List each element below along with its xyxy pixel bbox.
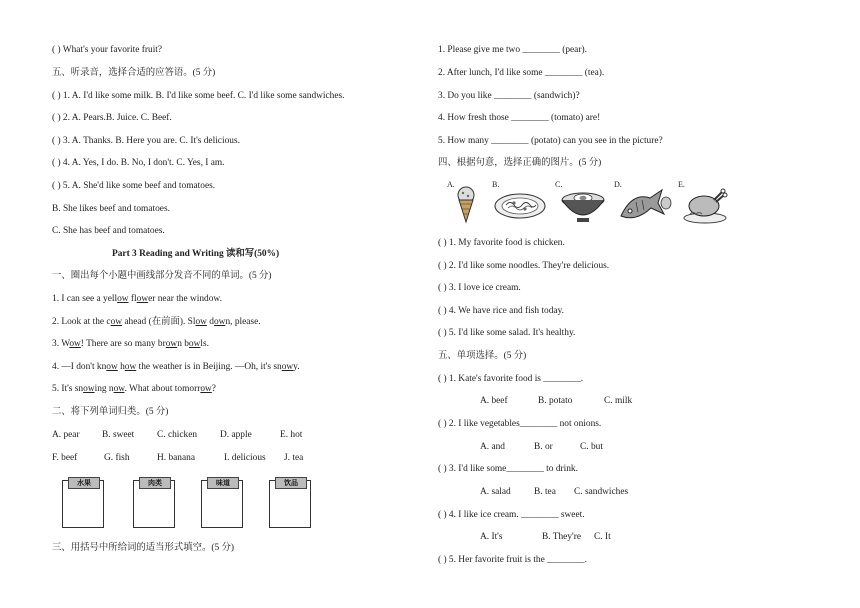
word-a: A. pear bbox=[52, 430, 80, 440]
phonics-item-1: 1. I can see a yellow flower near the window. bbox=[52, 294, 222, 304]
choice-2-option-b: B. or bbox=[534, 442, 553, 452]
bowl-of-rice-icon bbox=[560, 190, 606, 224]
listening-item-5-option-b: B. She likes beef and tomatoes. bbox=[52, 204, 170, 214]
pic-label-a: A. bbox=[447, 180, 455, 189]
choice-2-option-a: A. and bbox=[480, 442, 505, 452]
fill-item-4: 4. How fresh those ________ (tomato) are! bbox=[438, 113, 601, 123]
word-f: F. beef bbox=[52, 453, 78, 463]
phonics-item-4: 4. —I don't know how the weather is in Beijing. —Oh, it's snowy. bbox=[52, 362, 300, 372]
choice-1-option-b: B. potato bbox=[538, 396, 573, 406]
listening-item-5-option-c: C. She has beef and tomatoes. bbox=[52, 226, 165, 236]
choice-item-3: ( ) 3. I'd like some________ to drink. bbox=[438, 464, 578, 474]
listening-item-1: ( ) 1. A. I'd like some milk. B. I'd like some beef. C. I'd like some sandwiches. bbox=[52, 91, 345, 101]
listening-item-2: ( ) 2. A. Pears.B. Juice. C. Beef. bbox=[52, 113, 172, 123]
choice-item-5: ( ) 5. Her favorite fruit is the ________. bbox=[438, 555, 587, 565]
picture-item-3: ( ) 3. I love ice cream. bbox=[438, 283, 521, 293]
pic-label-e: E. bbox=[678, 180, 685, 189]
category-box-meat[interactable] bbox=[133, 480, 175, 528]
choice-item-1: ( ) 1. Kate's favorite food is ________. bbox=[438, 374, 584, 384]
phonics-item-5: 5. It's snowing now. What about tomorrow? bbox=[52, 384, 216, 394]
listening-item-3: ( ) 3. A. Thanks. B. Here you are. C. It's delicious. bbox=[52, 136, 240, 146]
choice-item-2: ( ) 2. I like vegetables________ not onions. bbox=[438, 419, 602, 429]
section-4-title: 四、根据句意，选择正确的图片。(5 分) bbox=[438, 158, 602, 168]
section-5-choice-title: 五、单项选择。(5 分) bbox=[438, 351, 527, 361]
choice-3-option-b: B. tea bbox=[534, 487, 556, 497]
category-label-taste: 味道 bbox=[207, 477, 239, 489]
listening-item-5: ( ) 5. A. She'd like some beef and tomatoes. bbox=[52, 181, 216, 191]
section-5-listening-title: 五、听录音，选择合适的应答语。(5 分) bbox=[52, 68, 216, 78]
word-h: H. banana bbox=[157, 453, 196, 463]
picture-item-5: ( ) 5. I'd like some salad. It's healthy. bbox=[438, 328, 576, 338]
word-b: B. sweet bbox=[102, 430, 135, 440]
choice-2-option-c: C. but bbox=[580, 442, 603, 452]
word-g: G. fish bbox=[104, 453, 130, 463]
section-3-title: 三、用括号中所给词的适当形式填空。(5 分) bbox=[52, 543, 235, 553]
choice-3-option-c: C. sandwiches bbox=[574, 487, 629, 497]
question-favorite-fruit: ( ) What's your favorite fruit? bbox=[52, 45, 163, 55]
fill-item-2: 2. After lunch, I'd like some ________ (tea). bbox=[438, 68, 605, 78]
word-j: J. tea bbox=[284, 453, 304, 463]
lemon-wedge-icon bbox=[660, 196, 672, 210]
part3-heading: Part 3 Reading and Writing 读和写(50%) bbox=[112, 249, 280, 259]
category-box-drink[interactable] bbox=[269, 480, 311, 528]
choice-4-option-c: C. It bbox=[594, 532, 611, 542]
pic-label-c: C. bbox=[555, 180, 563, 189]
phonics-item-3: 3. Wow! There are so many brown bowls. bbox=[52, 339, 209, 349]
fill-item-3: 3. Do you like ________ (sandwich)? bbox=[438, 91, 580, 101]
word-d: D. apple bbox=[220, 430, 252, 440]
section-2-title: 二、将下列单词归类。(5 分) bbox=[52, 407, 169, 417]
listening-item-4: ( ) 4. A. Yes, I do. B. No, I don't. C. Yes, I am. bbox=[52, 158, 225, 168]
choice-3-option-a: A. salad bbox=[480, 487, 511, 497]
choice-4-option-a: A. It's bbox=[480, 532, 503, 542]
word-e: E. hot bbox=[280, 430, 303, 440]
category-box-fruit[interactable] bbox=[62, 480, 104, 528]
category-label-meat: 肉类 bbox=[139, 477, 171, 489]
chicken-icon bbox=[682, 186, 728, 224]
ice-cream-icon bbox=[452, 186, 480, 224]
choice-item-4: ( ) 4. I like ice cream. ________ sweet. bbox=[438, 510, 585, 520]
fill-item-1: 1. Please give me two ________ (pear). bbox=[438, 45, 587, 55]
picture-item-4: ( ) 4. We have rice and fish today. bbox=[438, 306, 565, 316]
word-c: C. chicken bbox=[157, 430, 198, 440]
category-label-fruit: 水果 bbox=[68, 477, 100, 489]
picture-item-1: ( ) 1. My favorite food is chicken. bbox=[438, 238, 565, 248]
category-box-taste[interactable] bbox=[201, 480, 243, 528]
choice-4-option-b: B. They're bbox=[542, 532, 582, 542]
choice-1-option-c: C. milk bbox=[604, 396, 633, 406]
noodles-icon bbox=[494, 192, 546, 220]
pic-label-d: D. bbox=[614, 180, 622, 189]
picture-item-2: ( ) 2. I'd like some noodles. They're delicious. bbox=[438, 261, 610, 271]
word-i: I. delicious bbox=[224, 453, 266, 463]
fill-item-5: 5. How many ________ (potato) can you see in the picture? bbox=[438, 136, 663, 146]
category-label-drink: 饮品 bbox=[275, 477, 307, 489]
section-1-title: 一、圈出每个小题中画线部分发音不同的单词。(5 分) bbox=[52, 271, 272, 281]
choice-1-option-a: A. beef bbox=[480, 396, 508, 406]
phonics-item-2: 2. Look at the cow ahead (在前面). Slow down, please. bbox=[52, 317, 261, 327]
pic-label-b: B. bbox=[492, 180, 500, 189]
